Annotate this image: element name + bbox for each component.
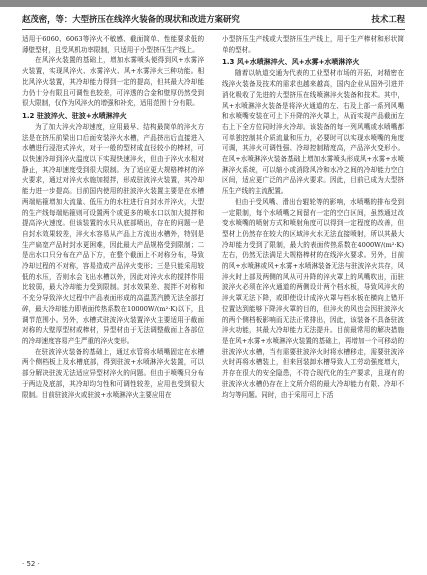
paragraph: 但由于受风嘴、滑出台辊轮等的影响，水喷嘴的排布受到一定限制，每个水喷嘴之间留有一定的空白区间，虽然通过改变水喷嘴的喷射方式和喷射角度可以得到一定程度的改善，但型材上仍然存在较大的区域淬火水无法直接喷射，所以其最大冷却能力受到了限制，最大的表面传热系数在4000W/(m²·K)左右，仍然无法满足大规格棒材的在线淬火要求。另外，目前的风+水喷淋或风+水雾+水喷淋装备无法与驻波淬火共存，风淬火时上部及两侧的风从可升降的淬火罩上的风嘴吹出，而驻波淬火必须在淬火通道的两侧设计两个档水板，导致风淬火的淬火罩无法下降，或即使设计成淬火罩与档水板在横向上错开位置达到能够下降淬火罩的目的，但淬火的风也会因驻波淬火的两个侧档板影响而无法正常排出，因此，该装备不具备驻波淬火功能，其最大冷却能力无法提升。目前最常用的解决措施是在风+水雾+水喷淋淬火装置的基础上，再增加一个可移动的驻波淬火水槽，当有需要驻波淬火时将水槽移走，需要驻波淬火时再将水槽装上，但来回装卸水槽导致人工劳动强度增大，并存在很大的安全隐患，不符合现代化的生产要求，且现有的驻波淬火水槽仍存在上文所介绍的最大冷却能力有限、冷却不均匀等问题。同时，由于采用可上下活 xyxy=(222,197,404,399)
paragraph: 在驻波淬火装备的基础上，通过水管将水喷嘴固定在水槽两个侧档板上及水槽底部，得到驻波+水喷淋淬火装置，可以部分解决驻波无法适应异型材淬火的问题。但由于喷嘴只分布于两边及底部，其冷却均匀性和可调性较差，应用也受到很大限制。目前驻波淬火或驻波+水喷淋淬火主要应用在 xyxy=(22,347,204,399)
right-column xyxy=(222,34,404,400)
paragraph: 小型挤压生产线或大型挤压生产线上，用于生产棒材和形状简单的型材。 xyxy=(222,35,404,54)
header-color-bar xyxy=(0,0,427,7)
paragraph: 适用于6060、6063等淬火不敏感、截面简单、性能要求低的薄壁型材，且受风机功率限制，只适用于小型挤压生产线上。 xyxy=(22,35,204,54)
paragraph: 在风淬火装置的基础上，增加水雾喷头便得到风+水雾淬火装置，实现风淬火、水雾淬火、风+水雾淬火三种功能。相比风淬火装置，其冷却能力得到一定的提高，但其最大冷却能力仍十分有限且可调性也较差，可淬透的合金和壁厚仍然受到很大限制，仅作为风淬火的增强和补充，适用范围十分有限。 xyxy=(22,56,204,108)
page-number: · 52 · xyxy=(22,560,40,568)
left-column xyxy=(22,34,204,400)
paragraph: 为了加大淬火冷却速度，应用最早、结构最简单的淬火方法是在挤压前梁出口后面安装淬火水槽，产品挤出后直接进入水槽进行浸泡式淬火，对于一般的型材成直径较小的棒材，可以快速冷却到淬火温度以下实现快速淬火，但由于淬火水相对静止，其冷却速度受到很大限制。为了适应更大规格棒材的淬火要求，通过对淬火水施加搅拌，形成驻波淬火装置，其冷却能力进一步提高。目前国内使用的驻波淬火装置主要是在水槽两端贴箍增加大流量、低压力的水柱进行自封水并淬火，大型的生产线每端贴箍则可设置两个或更多的喷水口以加大搅拌和提高淬火速度。但该装置的水只从底部喷出，存在的问题一是自封水效果较差，淬火水容易从产品上方流出水槽外，特别是生产扁宽产品时封水更困难，因此最大产品规格受到限制；二是出水口只分布在产品下方，在整个截面上不对称分布，导致冷却过程的不对称，容易造成产品淬火变形；三是只能采用较低的水压，否则水会飞出水槽以外，因此对淬火水的搅拌作用比较弱，最大冷却能力受到限制。封水效果差、搅拌不对称和不充分导致淬火过程中产品表面形成的高温蒸汽膜无法全部打碎，最大冷却能力即表面传热系数在10000W/(m²·K)以下，且调节范围小。另外，水槽式驻波淬火装置淬火主要适用于截面对称的大壁厚型材或棒材，异型材由于无法调整截面上各部位的冷却速度容易产生严重的淬火变形。 xyxy=(22,122,204,345)
paragraph: 随着以轨道交通为代表的工业型材市场的开拓，对精密在线淬火装备及技术的需求也越来越高，国内企业从国外引进并消化吸收了先进的大型挤压在线喷淋淬火装备和技术。其中，风+水喷淋淬火装备是将淬火通道的左、右及上部一系列风嘴和水喷嘴安装在可上下升降的淬火罩上，从而实现产品截面左右上下全方位同时淬火冷却。该装备的每一列风嘴或水喷嘴都可单独控制其介质流量和压力，必要时可以实现水喷嘴的角度可调，其淬火可调性强、冷却控制精度高，产品淬火变形小。在风+水喷淋淬火装备基础上增加水雾喷头形成风+水雾+水喷淋淬火系统，可以缩小或消除风冷和水冷之间的冷却能力空白区间，适应更广泛的产品淬火要求。因此，目前已成为大型挤压生产线的主流配置。 xyxy=(222,69,404,196)
section-heading-1-2: 1.2 驻波淬火、驻波+水喷淋淬火 xyxy=(22,111,127,120)
running-head-authors-title: 赵茂密，等：大型挤压在线淬火装备的现状和改进方案研究 xyxy=(22,14,240,24)
section-heading-1-3: 1.3 风+水喷淋淬火、风+水雾+水喷淋淬火 xyxy=(222,58,360,67)
header-rule xyxy=(22,29,405,30)
running-head xyxy=(22,12,405,26)
running-head-column-name: 技术工程 xyxy=(371,14,405,24)
